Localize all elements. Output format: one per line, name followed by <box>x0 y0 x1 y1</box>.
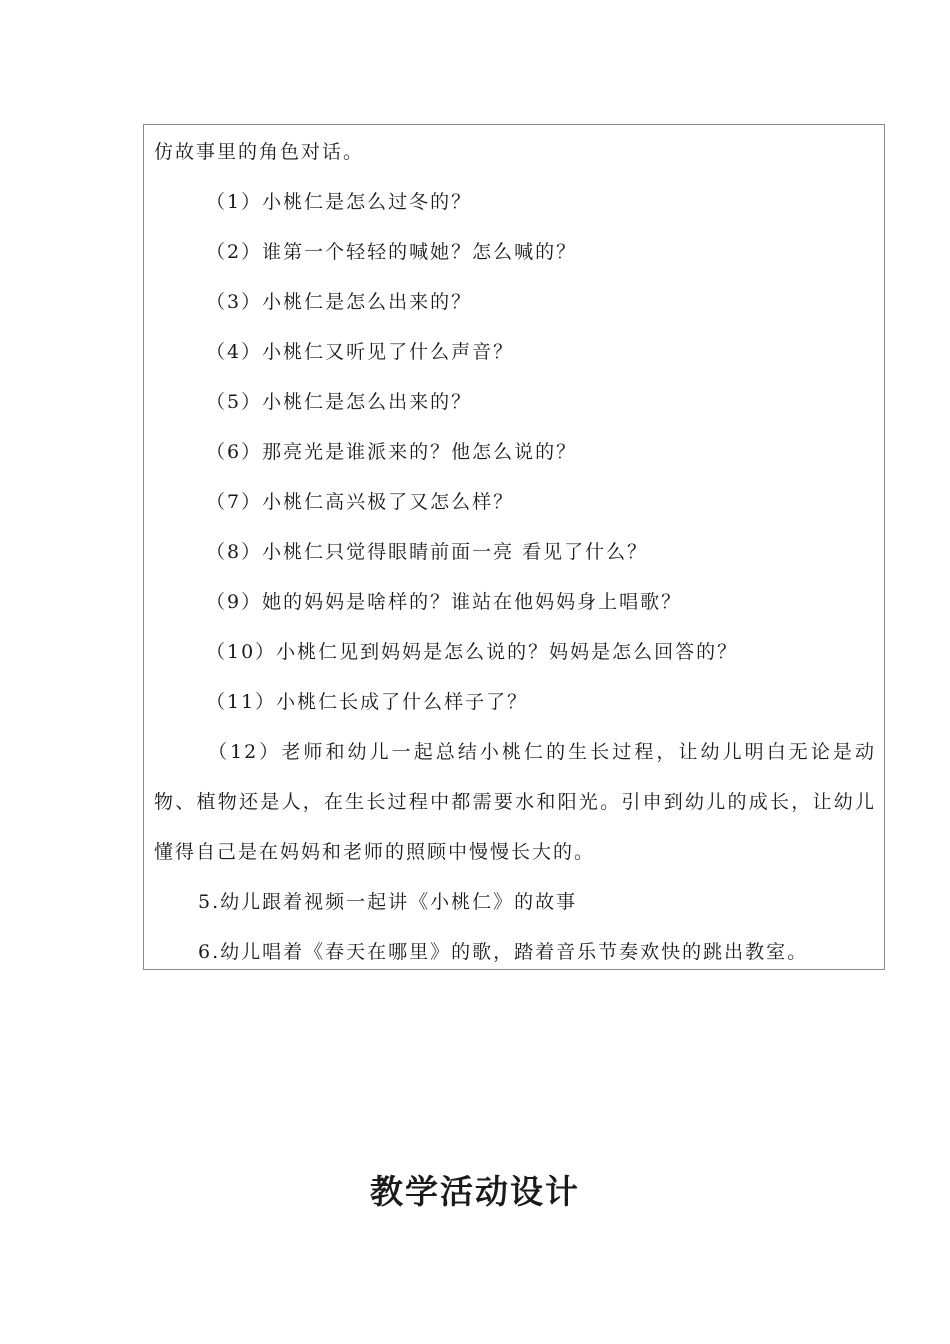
step-6: 6.幼儿唱着《春天在哪里》的歌，踏着音乐节奏欢快的跳出教室。 <box>198 941 809 963</box>
question-1: （1）小桃仁是怎么过冬的？ <box>206 191 473 213</box>
question-8: （8）小桃仁只觉得眼睛前面一亮 看见了什么？ <box>206 541 649 563</box>
question-6: （6）那亮光是谁派来的？他怎么说的？ <box>206 441 578 463</box>
section-title: 教学活动设计 <box>370 1172 580 1211</box>
question-5: （5）小桃仁是怎么出来的？ <box>206 391 473 413</box>
question-3: （3）小桃仁是怎么出来的？ <box>206 291 473 313</box>
step-5: 5.幼儿跟着视频一起讲《小桃仁》的故事 <box>198 891 578 913</box>
question-11: （11）小桃仁长成了什么样子了？ <box>206 691 529 713</box>
question-2: （2）谁第一个轻轻的喊她？怎么喊的？ <box>206 241 578 263</box>
question-10: （10）小桃仁见到妈妈是怎么说的？妈妈是怎么回答的？ <box>206 641 739 663</box>
question-4: （4）小桃仁又听见了什么声音？ <box>206 341 515 363</box>
summary-paragraph: （12）老师和幼儿一起总结小桃仁的生长过程，让幼儿明白无论是动物、植物还是人，在生长过程中都需要水和阳光。引申到幼儿的成长，让幼儿懂得自己是在妈妈和老师的照顾中慢慢长大的。 <box>154 741 876 863</box>
intro-fragment: 仿故事里的角色对话。 <box>154 141 365 163</box>
question-9: （9）她的妈妈是啥样的？谁站在他妈妈身上唱歌？ <box>206 591 683 613</box>
lesson-content-box <box>143 124 885 970</box>
question-7: （7）小桃仁高兴极了又怎么样？ <box>206 491 515 513</box>
